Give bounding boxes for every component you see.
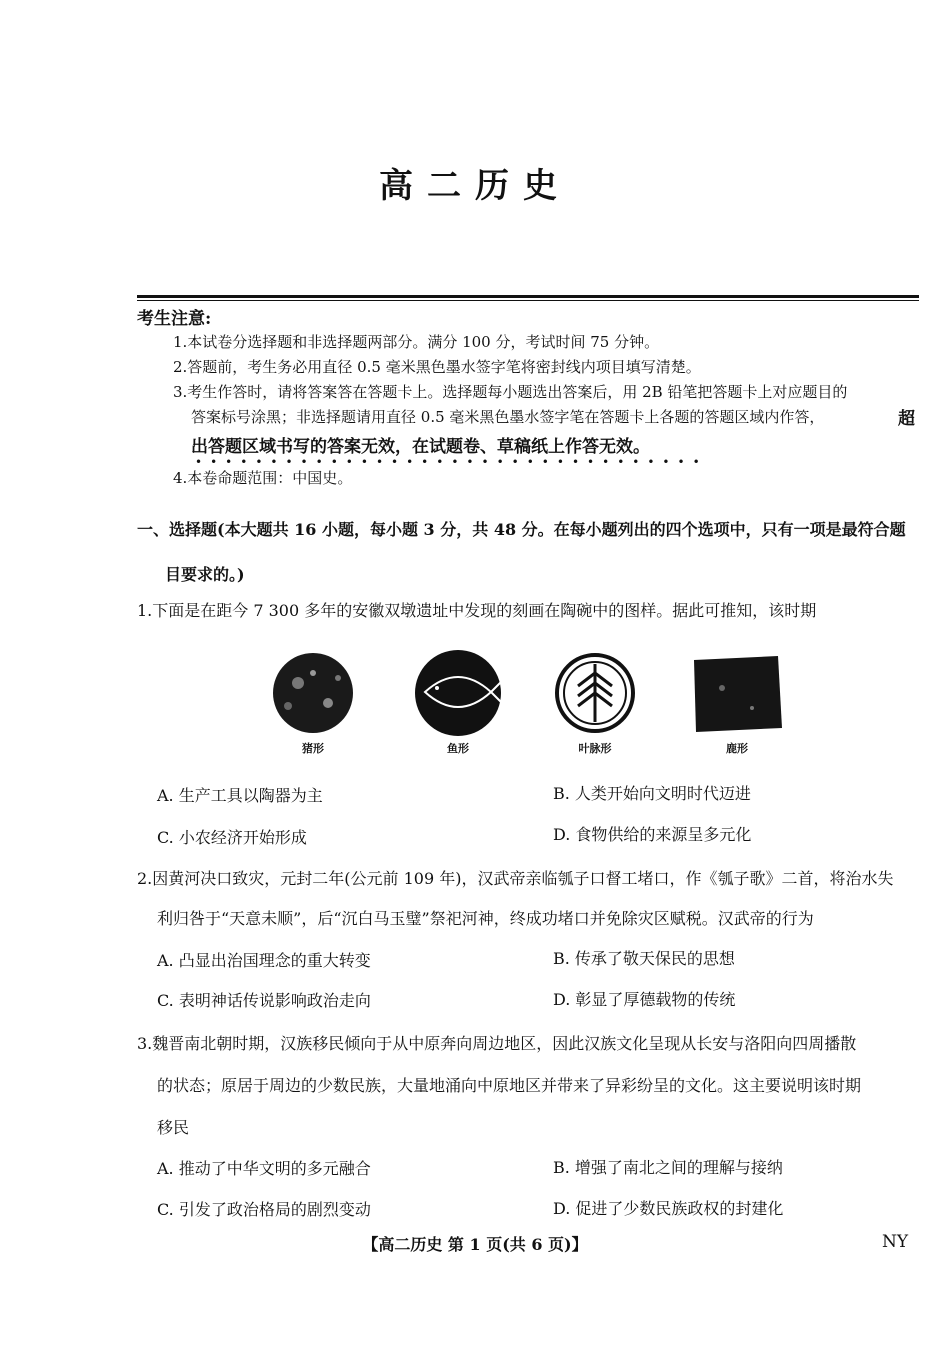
notice-item: 2.答题前，考生务必用直径 0.5 毫米黑色墨水签字笔将密封线内项目填写清楚。 <box>173 358 701 376</box>
figure-caption: 鱼形 <box>447 742 469 755</box>
footer-code: NY <box>882 1232 909 1252</box>
option-a: A. 生产工具以陶器为主 <box>157 786 323 805</box>
option-a: A. 凸显出治国理念的重大转变 <box>157 951 371 970</box>
option-d: D. 彰显了厚德载物的传统 <box>553 990 736 1009</box>
emphasis-dots: •••••••••••••••••••••••••••••••••• <box>195 455 708 469</box>
option-b: B. 增强了南北之间的理解与接纳 <box>553 1158 783 1177</box>
header-rule-thick <box>137 295 919 298</box>
header-rule-thin <box>137 300 919 301</box>
figure-caption: 叶脉形 <box>578 742 612 755</box>
option-d: D. 促进了少数民族政权的封建化 <box>553 1199 784 1218</box>
notice-item: 3.考生作答时，请将答案答在答题卡上。选择题每小题选出答案后，用 2B 铅笔把答题卡上对应题目的 <box>173 383 848 401</box>
notice-item: 答案标号涂黑；非选择题请用直径 0.5 毫米黑色墨水签字笔在答题卡上各题的答题区域内作答， <box>191 408 825 426</box>
option-c: C. 小农经济开始形成 <box>157 828 307 847</box>
notice-heading: 考生注意: <box>137 309 212 329</box>
option-b: B. 人类开始向文明时代迈进 <box>553 784 751 803</box>
option-c: C. 引发了政治格局的剧烈变动 <box>157 1200 371 1219</box>
option-d: D. 食物供给的来源呈多元化 <box>553 825 752 844</box>
notice-item-emphasis: 超 <box>898 409 915 429</box>
option-a: A. 推动了中华文明的多元融合 <box>157 1159 371 1178</box>
exam-title: 高二历史 <box>379 166 571 206</box>
question-3-stem: 3.魏晋南北朝时期，汉族移民倾向于从中原奔向周边地区，因此汉族文化呈现从长安与洛阳向四周播散 <box>137 1034 857 1053</box>
page-footer: 【高二历史 第 1 页(共 6 页)】 <box>362 1235 588 1254</box>
notice-item: 1.本试卷分选择题和非选择题两部分。满分 100 分，考试时间 75 分钟。 <box>173 333 660 351</box>
question-2-stem-cont: 利归咎于“天意未顺”，后“沉白马玉璧”祭祀河神，终成功堵口并免除灾区赋税。汉武帝的行为 <box>157 909 814 928</box>
notice-item: 4.本卷命题范围：中国史。 <box>173 469 353 487</box>
question-3-stem-cont: 的状态；原居于周边的少数民族，大量地涌向中原地区并带来了异彩纷呈的文化。这主要说明该时期 <box>157 1076 862 1095</box>
option-c: C. 表明神话传说影响政治走向 <box>157 991 371 1010</box>
section-heading: 一、选择题(本大题共 16 小题，每小题 3 分，共 48 分。在每小题列出的四个选项中，只有一项是最符合题 <box>137 520 906 539</box>
option-b: B. 传承了敬天保民的思想 <box>553 949 735 968</box>
section-heading-cont: 目要求的。) <box>165 565 245 584</box>
question-3-stem-cont: 移民 <box>157 1118 190 1137</box>
figure-caption: 猪形 <box>302 742 324 755</box>
question-1-stem: 1.下面是在距今 7 300 多年的安徽双墩遗址中发现的刻画在陶碗中的图样。据此可推知，该时期 <box>137 601 817 620</box>
figure-caption: 鹿形 <box>726 742 748 755</box>
notice-item-emphasis: 出答题区域书写的答案无效，在试题卷、草稿纸上作答无效。 <box>191 437 650 457</box>
question-2-stem: 2.因黄河决口致灾，元封二年(公元前 109 年)，汉武帝亲临瓠子口督工堵口，作《瓠子歌》二首，将治水失 <box>137 869 894 888</box>
